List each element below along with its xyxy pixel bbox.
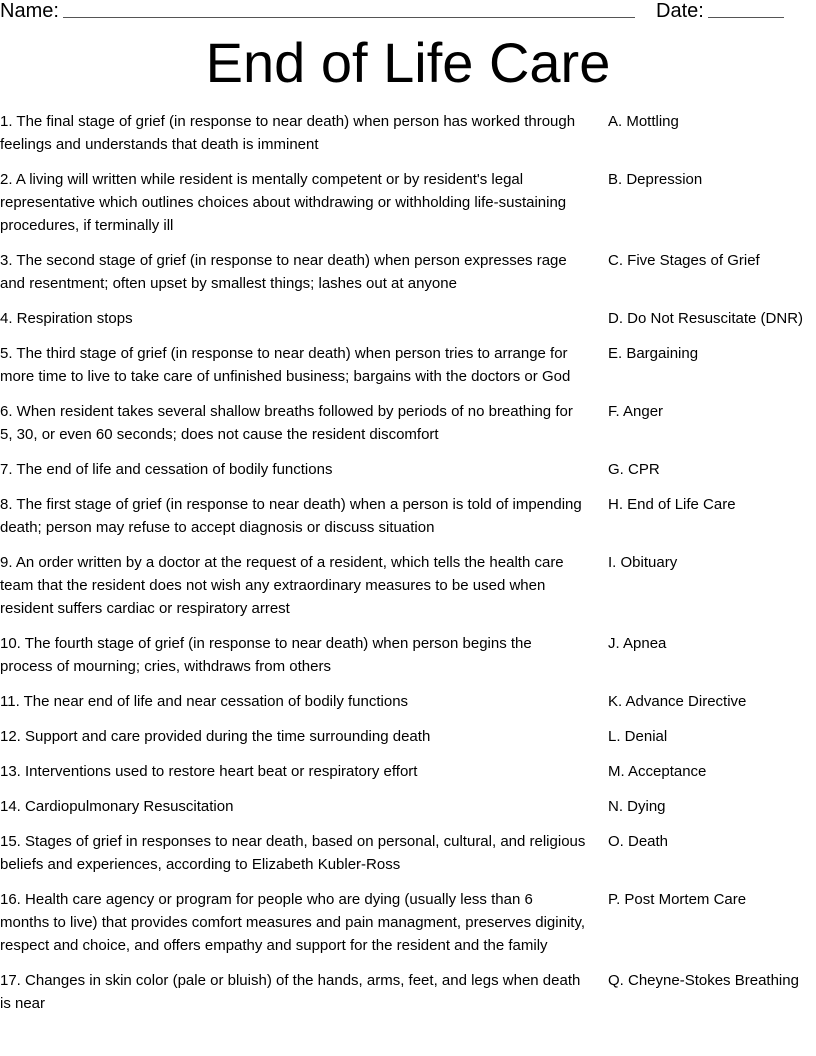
answer-option: B. Depression xyxy=(608,171,703,188)
clue-text: 13. Interventions used to restore heart beat or respiratory effort xyxy=(0,763,418,780)
clue-text: 11. The near end of life and near cessation of bodily functions xyxy=(0,693,409,710)
answer-option: E. Bargaining xyxy=(608,345,699,362)
matching-row xyxy=(0,795,816,818)
matching-list xyxy=(0,110,816,1027)
matching-row xyxy=(0,760,816,783)
answer-option: Q. Cheyne-Stokes Breathing xyxy=(608,972,799,989)
matching-row xyxy=(0,969,816,1015)
name-blank-line xyxy=(63,17,635,18)
answer-option: M. Acceptance xyxy=(608,763,707,780)
answer-option: A. Mottling xyxy=(608,113,679,130)
matching-row xyxy=(0,400,816,446)
clue-text: 6. When resident takes several shallow breaths followed by periods of no breathing for 5, 30, or even 60 seconds; does not cause the resident discomfort xyxy=(0,403,573,443)
answer-option: J. Apnea xyxy=(608,635,667,652)
matching-row xyxy=(0,551,816,620)
matching-row xyxy=(0,888,816,957)
answer-option: G. CPR xyxy=(608,461,660,478)
matching-row xyxy=(0,307,816,330)
clue-text: 8. The first stage of grief (in response to near death) when a person is told of impending death; person may refuse to accept diagnosis or discuss situation xyxy=(0,496,582,536)
matching-row xyxy=(0,168,816,237)
answer-option: I. Obituary xyxy=(608,554,678,571)
date-label: Date: xyxy=(656,0,704,22)
answer-option: F. Anger xyxy=(608,403,664,420)
name-label: Name: xyxy=(0,0,59,22)
date-blank-line xyxy=(708,17,784,18)
answer-option: C. Five Stages of Grief xyxy=(608,252,760,269)
page-title: End of Life Care xyxy=(205,31,611,94)
matching-row xyxy=(0,830,816,876)
answer-option: P. Post Mortem Care xyxy=(608,891,747,908)
answer-option: N. Dying xyxy=(608,798,666,815)
matching-row xyxy=(0,342,816,388)
clue-text: 3. The second stage of grief (in response to near death) when person expresses rage and resentment; often upset by smallest things; lashes out at anyone xyxy=(0,252,567,292)
answer-option: O. Death xyxy=(608,833,669,850)
answer-option: L. Denial xyxy=(608,728,668,745)
matching-row xyxy=(0,493,816,539)
clue-text: 9. An order written by a doctor at the request of a resident, which tells the health care team that the resident does not wish any extraordinary measures to be used when resident suffers cardiac or respiratory arrest xyxy=(0,554,564,617)
answer-option: D. Do Not Resuscitate (DNR) xyxy=(608,310,804,327)
matching-row xyxy=(0,725,816,748)
clue-text: 7. The end of life and cessation of bodily functions xyxy=(0,461,333,478)
clue-text: 2. A living will written while resident is mentally competent or by resident's legal representative which outlines choices about withdrawing or withholding life-sustaining procedures, if terminally ill xyxy=(0,171,567,234)
clue-text: 5. The third stage of grief (in response to near death) when person tries to arrange for more time to live to take care of unfinished business; bargains with the doctors or God xyxy=(0,345,571,385)
matching-row xyxy=(0,690,816,713)
clue-text: 10. The fourth stage of grief (in response to near death) when person begins the process of mourning; cries, withdraws from others xyxy=(0,635,532,675)
clue-text: 4. Respiration stops xyxy=(0,310,133,327)
matching-row xyxy=(0,249,816,295)
clue-text: 14. Cardiopulmonary Resuscitation xyxy=(0,798,234,815)
clue-text: 17. Changes in skin color (pale or bluish) of the hands, arms, feet, and legs when death is near xyxy=(0,972,581,1012)
answer-option: H. End of Life Care xyxy=(608,496,736,513)
clue-text: 15. Stages of grief in responses to near death, based on personal, cultural, and religious beliefs and experiences, according to Elizabeth Kubler-Ross xyxy=(0,833,586,873)
matching-row xyxy=(0,458,816,481)
clue-text: 12. Support and care provided during the time surrounding death xyxy=(0,728,431,745)
matching-row xyxy=(0,632,816,678)
answer-option: K. Advance Directive xyxy=(608,693,747,710)
worksheet-header xyxy=(0,0,816,24)
matching-row xyxy=(0,110,816,156)
clue-text: 16. Health care agency or program for people who are dying (usually less than 6 months to live) that provides comfort measures and pain managment, preserves diginity, respect and choice, and offers empathy and support for the resident and the family xyxy=(0,891,585,954)
clue-text: 1. The final stage of grief (in response to near death) when person has worked through feelings and understands that death is imminent xyxy=(0,113,576,153)
